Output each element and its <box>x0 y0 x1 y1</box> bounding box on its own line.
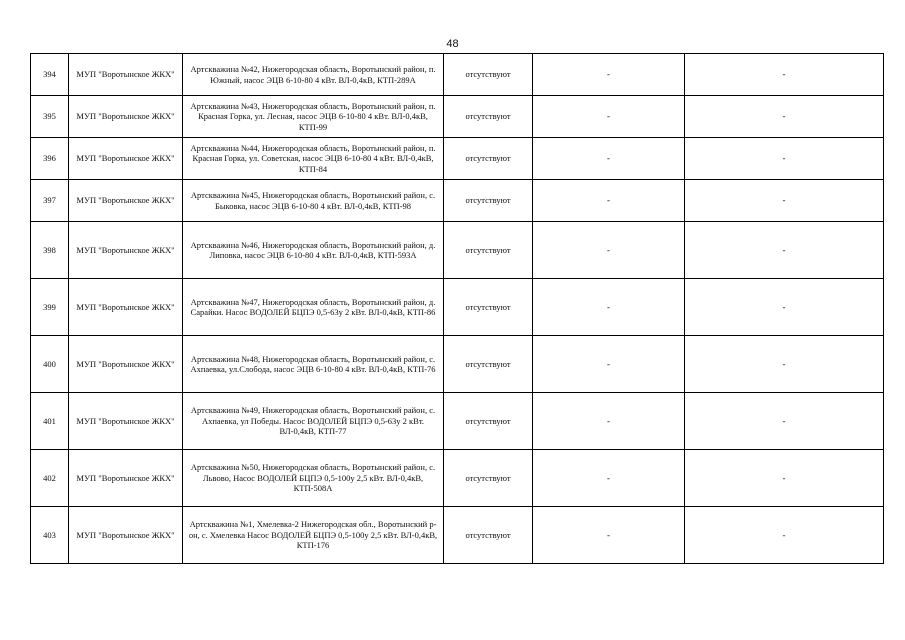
column6-cell: - <box>685 96 884 138</box>
status-cell: отсутствуют <box>444 279 533 336</box>
column6-cell: - <box>685 54 884 96</box>
column6-cell: - <box>685 393 884 450</box>
column5-cell: - <box>533 96 685 138</box>
registry-table-body <box>31 54 884 564</box>
status-cell: отсутствуют <box>444 222 533 279</box>
column5-cell: - <box>533 507 685 564</box>
column5-cell: - <box>533 450 685 507</box>
status-cell: отсутствуют <box>444 450 533 507</box>
object-description-cell: Артскважина №46, Нижегородская область, Воротынский район, д. Липовка, насос ЭЦВ 6-10-80 4 кВт. ВЛ-0,4кВ, КТП-593А <box>183 222 444 279</box>
column6-cell: - <box>685 138 884 180</box>
registry-table <box>30 53 884 564</box>
organization-cell: МУП "Воротынское ЖКХ" <box>69 393 183 450</box>
object-description-cell: Артскважина №42, Нижегородская область, Воротынский район, п. Южный, насос ЭЦВ 6-10-80 4 кВт. ВЛ-0,4кВ, КТП-289А <box>183 54 444 96</box>
column6-cell: - <box>685 336 884 393</box>
column6-cell: - <box>685 279 884 336</box>
table-row <box>31 393 884 450</box>
table-row <box>31 138 884 180</box>
column5-cell: - <box>533 393 685 450</box>
organization-cell: МУП "Воротынское ЖКХ" <box>69 507 183 564</box>
status-cell: отсутствуют <box>444 138 533 180</box>
row-number-cell: 395 <box>31 96 69 138</box>
status-cell: отсутствуют <box>444 180 533 222</box>
organization-cell: МУП "Воротынское ЖКХ" <box>69 138 183 180</box>
table-row <box>31 507 884 564</box>
row-number-cell: 398 <box>31 222 69 279</box>
object-description-cell: Артскважина №1, Хмелевка-2 Нижегородская обл., Воротынский р-он, с. Хмелевка Насос ВОДОЛЕЙ БЦПЭ 0,5-100у 2,5 кВт. ВЛ-0,4кВ, КТП-176 <box>183 507 444 564</box>
row-number-cell: 394 <box>31 54 69 96</box>
object-description-cell: Артскважина №48, Нижегородская область, Воротынский район, с. Ахпаевка, ул.Слобода, насос ЭЦВ 6-10-80 4 кВт. ВЛ-0,4кВ, КТП-76 <box>183 336 444 393</box>
table-row <box>31 180 884 222</box>
object-description-cell: Артскважина №47, Нижегородская область, Воротынский район, д. Сарайки. Насос ВОДОЛЕЙ БЦПЭ 0,5-63у 2 кВт. ВЛ-0,4кВ, КТП-86 <box>183 279 444 336</box>
status-cell: отсутствуют <box>444 393 533 450</box>
column6-cell: - <box>685 450 884 507</box>
status-cell: отсутствуют <box>444 336 533 393</box>
row-number-cell: 397 <box>31 180 69 222</box>
organization-cell: МУП "Воротынское ЖКХ" <box>69 54 183 96</box>
column6-cell: - <box>685 222 884 279</box>
column5-cell: - <box>533 222 685 279</box>
column5-cell: - <box>533 336 685 393</box>
page-number: 48 <box>446 38 459 50</box>
column5-cell: - <box>533 180 685 222</box>
column5-cell: - <box>533 54 685 96</box>
object-description-cell: Артскважина №45, Нижегородская область, Воротынский район, с. Быковка, насос ЭЦВ 6-10-80 4 кВт. ВЛ-0,4кВ, КТП-98 <box>183 180 444 222</box>
object-description-cell: Артскважина №43, Нижегородская область, Воротынский район, п. Красная Горка, ул. Лесная, насос ЭЦВ 6-10-80 4 кВт. ВЛ-0,4кВ, КТП-99 <box>183 96 444 138</box>
organization-cell: МУП "Воротынское ЖКХ" <box>69 336 183 393</box>
organization-cell: МУП "Воротынское ЖКХ" <box>69 450 183 507</box>
table-row <box>31 222 884 279</box>
row-number-cell: 396 <box>31 138 69 180</box>
status-cell: отсутствуют <box>444 96 533 138</box>
status-cell: отсутствуют <box>444 507 533 564</box>
organization-cell: МУП "Воротынское ЖКХ" <box>69 180 183 222</box>
row-number-cell: 401 <box>31 393 69 450</box>
organization-cell: МУП "Воротынское ЖКХ" <box>69 222 183 279</box>
table-row <box>31 54 884 96</box>
organization-cell: МУП "Воротынское ЖКХ" <box>69 96 183 138</box>
row-number-cell: 400 <box>31 336 69 393</box>
table-row <box>31 96 884 138</box>
table-row <box>31 336 884 393</box>
organization-cell: МУП "Воротынское ЖКХ" <box>69 279 183 336</box>
object-description-cell: Артскважина №44, Нижегородская область, Воротынский район, п. Красная Горка, ул. Советская, насос ЭЦВ 6-10-80 4 кВт. ВЛ-0,4кВ, КТП-84 <box>183 138 444 180</box>
row-number-cell: 399 <box>31 279 69 336</box>
column5-cell: - <box>533 279 685 336</box>
column6-cell: - <box>685 180 884 222</box>
table-row <box>31 279 884 336</box>
object-description-cell: Артскважина №50, Нижегородская область, Воротынский район, с. Львово, Насос ВОДОЛЕЙ БЦПЭ 0,5-100у 2,5 кВт. ВЛ-0,4кВ, КТП-508А <box>183 450 444 507</box>
table-row <box>31 450 884 507</box>
status-cell: отсутствуют <box>444 54 533 96</box>
row-number-cell: 402 <box>31 450 69 507</box>
row-number-cell: 403 <box>31 507 69 564</box>
column6-cell: - <box>685 507 884 564</box>
column5-cell: - <box>533 138 685 180</box>
object-description-cell: Артскважина №49, Нижегородская область, Воротынский район, с. Ахпаевка, ул Победы. Насос ВОДОЛЕЙ БЦПЭ 0,5-63у 2 кВт. ВЛ-0,4кВ, КТП-77 <box>183 393 444 450</box>
